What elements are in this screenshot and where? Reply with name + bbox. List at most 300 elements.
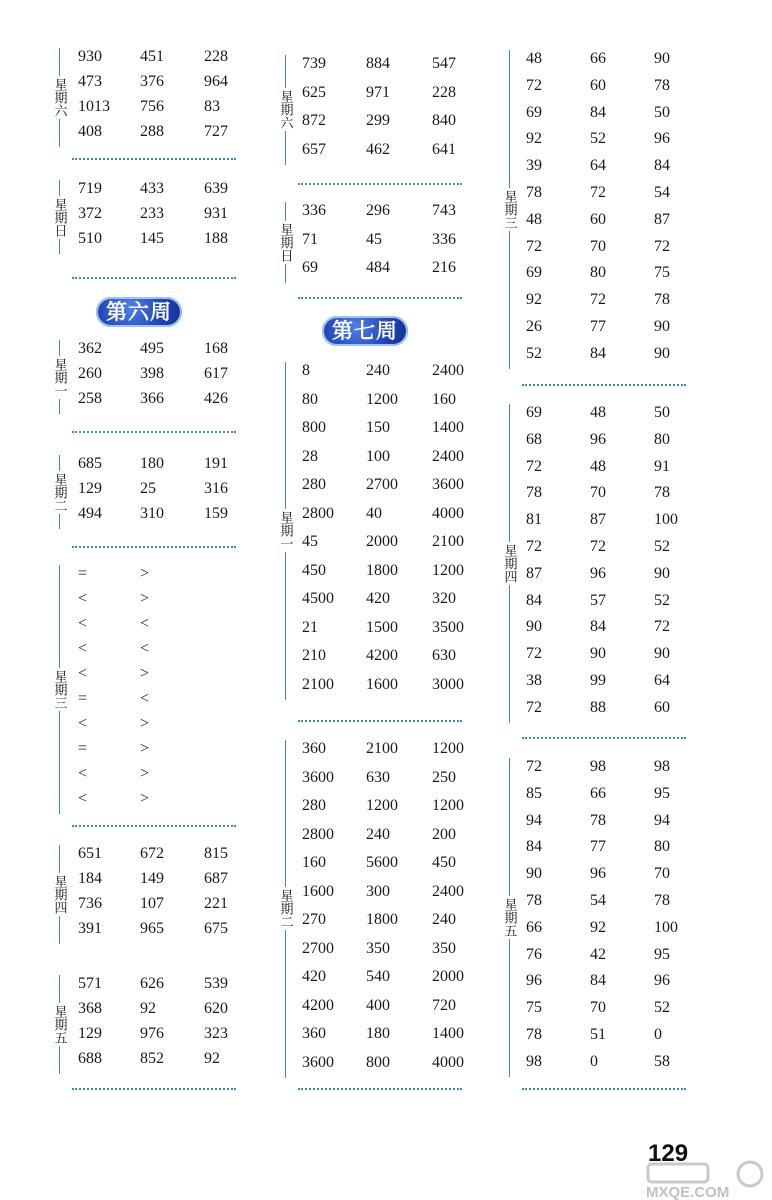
answer-cell: 188 bbox=[204, 230, 228, 247]
answer-cell: 96 bbox=[526, 972, 542, 990]
day-bracket-line bbox=[59, 1046, 60, 1074]
answer-cell: 0 bbox=[654, 1026, 662, 1043]
answer-cell: 77 bbox=[590, 318, 606, 335]
answer-cell: 72 bbox=[526, 457, 542, 475]
answer-cell: 2400 bbox=[432, 882, 464, 900]
answer-cell: 50 bbox=[654, 404, 670, 421]
answer-cell: 625 bbox=[302, 83, 326, 101]
answer-cell: 80 bbox=[590, 264, 606, 282]
day-bracket-line bbox=[59, 399, 60, 415]
answer-cell: 48 bbox=[526, 50, 542, 67]
answer-cell: 92 bbox=[526, 130, 542, 148]
day-label-text: 星期四 bbox=[51, 875, 67, 914]
answer-cell: 94 bbox=[654, 811, 670, 829]
day-label bbox=[276, 55, 294, 165]
day-section bbox=[500, 758, 686, 1077]
answer-cell: 547 bbox=[432, 55, 456, 72]
answer-cell: 539 bbox=[204, 975, 228, 992]
day-label bbox=[50, 455, 68, 529]
week-heading: 第六周 bbox=[96, 297, 182, 327]
day-bracket-line bbox=[59, 340, 60, 356]
answer-cell: < bbox=[78, 615, 88, 632]
day-bracket-line bbox=[285, 202, 286, 221]
answer-cell: 168 bbox=[204, 340, 228, 357]
day-bracket-line bbox=[509, 758, 510, 896]
answer-cell: 462 bbox=[366, 140, 390, 158]
answer-cell: 90 bbox=[526, 618, 542, 636]
answer-cell: 70 bbox=[590, 999, 606, 1017]
answer-cell: 540 bbox=[366, 968, 390, 985]
answer-cell: 28 bbox=[302, 447, 318, 465]
answer-cell: 1200 bbox=[366, 390, 398, 408]
answer-cell: 1600 bbox=[302, 882, 334, 900]
answer-cell: 99 bbox=[590, 672, 606, 689]
answer-cell: 510 bbox=[78, 230, 102, 247]
answer-cell: 184 bbox=[78, 870, 102, 887]
day-label bbox=[500, 758, 518, 1077]
answer-cell: 129 bbox=[78, 480, 102, 497]
answer-cell: 228 bbox=[204, 48, 228, 65]
dotted-separator bbox=[522, 384, 686, 386]
answer-cell: 72 bbox=[654, 237, 670, 255]
answer-cell: 60 bbox=[654, 698, 670, 716]
answer-cell: 96 bbox=[654, 130, 670, 148]
day-label-text: 星期三 bbox=[51, 670, 67, 709]
day-bracket-line bbox=[59, 565, 60, 668]
answer-cell: < bbox=[78, 765, 88, 782]
answer-cell: 100 bbox=[366, 447, 390, 465]
day-label bbox=[500, 50, 518, 369]
answer-cell: 451 bbox=[140, 48, 164, 65]
answer-cell: 100 bbox=[654, 511, 678, 529]
answer-cell: 87 bbox=[590, 511, 606, 529]
answer-cell: 80 bbox=[654, 838, 670, 856]
answer-cell: 149 bbox=[140, 870, 164, 887]
dotted-separator bbox=[298, 1088, 462, 1090]
day-section bbox=[276, 55, 462, 165]
answer-cell: 84 bbox=[590, 972, 606, 990]
answer-cell: 1400 bbox=[432, 1025, 464, 1042]
answer-cell: 372 bbox=[78, 205, 102, 222]
answer-cell: = bbox=[78, 740, 88, 757]
answer-cell: 69 bbox=[526, 404, 542, 421]
dotted-separator bbox=[72, 825, 236, 827]
answer-cell: 3600 bbox=[302, 768, 334, 786]
day-section bbox=[50, 340, 236, 414]
day-bracket-line bbox=[59, 514, 60, 530]
answer-cell: 66 bbox=[526, 918, 542, 936]
answer-cell: 391 bbox=[78, 920, 102, 937]
answer-cell: 72 bbox=[526, 237, 542, 255]
answer-cell: 495 bbox=[140, 340, 164, 357]
day-bracket-line bbox=[59, 239, 60, 255]
answer-cell: 92 bbox=[590, 918, 606, 936]
day-label bbox=[50, 975, 68, 1074]
answer-cell: 90 bbox=[654, 645, 670, 663]
day-label-text: 星期二 bbox=[51, 472, 67, 512]
day-label-text: 星期六 bbox=[51, 78, 67, 117]
answer-cell: 78 bbox=[654, 291, 670, 309]
answer-cell: 129 bbox=[78, 1025, 102, 1042]
answer-cell: 800 bbox=[302, 419, 326, 436]
answer-cell: 2000 bbox=[366, 533, 398, 550]
day-label-text: 星期五 bbox=[51, 1005, 67, 1044]
answer-cell: 64 bbox=[654, 672, 670, 689]
answer-cell: 1013 bbox=[78, 98, 110, 115]
answer-cell: 2400 bbox=[432, 447, 464, 465]
day-bracket-line bbox=[59, 180, 60, 196]
answer-cell: 70 bbox=[590, 237, 606, 255]
answer-cell: 450 bbox=[302, 561, 326, 579]
day-section bbox=[50, 48, 236, 147]
answer-cell: 48 bbox=[526, 210, 542, 228]
answer-cell: 84 bbox=[590, 618, 606, 636]
answer-cell: 675 bbox=[204, 920, 228, 937]
answer-cell: 60 bbox=[590, 76, 606, 94]
answer-cell: 3600 bbox=[432, 476, 464, 493]
answer-cell: 240 bbox=[366, 362, 390, 379]
answer-cell: 672 bbox=[140, 845, 164, 862]
answer-cell: 90 bbox=[654, 564, 670, 582]
day-bracket-line bbox=[59, 455, 60, 471]
day-bracket-line bbox=[509, 585, 510, 723]
answer-cell: 727 bbox=[204, 123, 228, 140]
answer-cell: 69 bbox=[526, 103, 542, 121]
answer-cell: 450 bbox=[432, 854, 456, 871]
answer-cell: 84 bbox=[654, 157, 670, 175]
answer-cell: 3600 bbox=[302, 1053, 334, 1071]
day-label-text: 星期二 bbox=[277, 889, 293, 929]
answer-cell: 78 bbox=[590, 811, 606, 829]
answer-cell: 494 bbox=[78, 505, 102, 522]
answer-cell: 70 bbox=[654, 865, 670, 883]
answer-cell: 756 bbox=[140, 98, 164, 115]
answer-cell: 90 bbox=[590, 645, 606, 663]
answer-cell: 3500 bbox=[432, 618, 464, 636]
answer-cell: > bbox=[140, 665, 150, 682]
answer-cell: 228 bbox=[432, 83, 456, 101]
dotted-separator bbox=[522, 737, 686, 739]
answer-cell: 310 bbox=[140, 505, 164, 522]
answer-cell: 48 bbox=[590, 457, 606, 475]
answer-cell: 75 bbox=[654, 264, 670, 282]
answer-cell: 52 bbox=[654, 999, 670, 1017]
day-section bbox=[276, 740, 462, 1078]
day-bracket-line bbox=[509, 50, 510, 188]
answer-cell: 96 bbox=[590, 430, 606, 448]
day-label bbox=[500, 404, 518, 723]
answer-cell: 1200 bbox=[432, 561, 464, 579]
day-label-text: 星期日 bbox=[51, 197, 67, 237]
answer-cell: 180 bbox=[366, 1025, 390, 1042]
answer-cell: 69 bbox=[526, 264, 542, 282]
answer-cell: 4000 bbox=[432, 1053, 464, 1071]
answer-cell: 687 bbox=[204, 870, 228, 887]
answer-cell: 350 bbox=[432, 939, 456, 957]
answer-cell: 360 bbox=[302, 1025, 326, 1042]
answer-cell: 639 bbox=[204, 180, 228, 197]
answer-cell: 78 bbox=[654, 76, 670, 94]
answer-cell: 54 bbox=[654, 184, 670, 201]
answer-cell: 366 bbox=[140, 390, 164, 407]
answer-cell: 72 bbox=[526, 76, 542, 94]
day-section bbox=[500, 404, 686, 723]
answer-cell: 323 bbox=[204, 1025, 228, 1042]
day-section bbox=[276, 202, 462, 283]
answer-cell: 719 bbox=[78, 180, 102, 197]
answer-cell: 72 bbox=[526, 645, 542, 663]
day-bracket-line bbox=[509, 231, 510, 369]
answer-cell: 3000 bbox=[432, 675, 464, 693]
answer-cell: 191 bbox=[204, 455, 228, 472]
answer-cell: 360 bbox=[302, 740, 326, 757]
answer-cell: 51 bbox=[590, 1026, 606, 1043]
answer-cell: 72 bbox=[590, 184, 606, 201]
answer-cell: 78 bbox=[526, 184, 542, 201]
day-bracket-line bbox=[509, 404, 510, 542]
answer-cell: 92 bbox=[204, 1050, 220, 1067]
answer-cell: < bbox=[78, 640, 88, 657]
answer-cell: 840 bbox=[432, 112, 456, 129]
answer-cell: 484 bbox=[366, 259, 390, 276]
answer-cell: 336 bbox=[302, 202, 326, 219]
answer-cell: 250 bbox=[432, 768, 456, 786]
answer-cell: 316 bbox=[204, 480, 228, 497]
answer-cell: 216 bbox=[432, 259, 456, 276]
answer-cell: 433 bbox=[140, 180, 164, 197]
answer-cell: 107 bbox=[140, 895, 164, 912]
answer-cell: 96 bbox=[590, 564, 606, 582]
answer-cell: 95 bbox=[654, 945, 670, 963]
answer-cell: 336 bbox=[432, 230, 456, 248]
answer-cell: 420 bbox=[302, 968, 326, 985]
dotted-separator bbox=[72, 277, 236, 279]
page-number: 129 bbox=[648, 1140, 689, 1167]
answer-cell: 40 bbox=[366, 504, 382, 522]
answer-cell: 90 bbox=[526, 865, 542, 883]
day-bracket-line bbox=[285, 740, 286, 887]
answer-cell: 4200 bbox=[366, 647, 398, 664]
answer-cell: 620 bbox=[204, 1000, 228, 1017]
answer-cell: 1200 bbox=[432, 797, 464, 814]
answer-cell: 84 bbox=[590, 344, 606, 362]
answer-cell: > bbox=[140, 715, 150, 732]
answer-cell: 60 bbox=[590, 210, 606, 228]
answer-cell: 100 bbox=[654, 918, 678, 936]
svg-text:MXQE.COM: MXQE.COM bbox=[646, 1184, 730, 1200]
answer-cell: 72 bbox=[526, 758, 542, 775]
day-label bbox=[50, 340, 68, 414]
answer-cell: 68 bbox=[526, 430, 542, 448]
answer-cell: 1500 bbox=[366, 618, 398, 636]
answer-cell: 685 bbox=[78, 455, 102, 472]
answer-cell: 90 bbox=[654, 344, 670, 362]
answer-cell: 288 bbox=[140, 123, 164, 140]
day-bracket-line bbox=[285, 930, 286, 1077]
dotted-separator bbox=[298, 720, 462, 722]
answer-cell: 2800 bbox=[302, 825, 334, 843]
answer-cell: 2700 bbox=[366, 476, 398, 493]
answer-cell: < bbox=[140, 615, 150, 632]
answer-cell: 92 bbox=[526, 291, 542, 309]
answer-cell: 376 bbox=[140, 73, 164, 90]
answer-cell: 78 bbox=[654, 484, 670, 502]
answer-cell: 240 bbox=[366, 825, 390, 843]
answer-cell: 91 bbox=[654, 457, 670, 475]
answer-cell: 657 bbox=[302, 140, 326, 158]
answer-cell: 90 bbox=[654, 318, 670, 335]
dotted-separator bbox=[298, 297, 462, 299]
answer-cell: 145 bbox=[140, 230, 164, 247]
day-bracket-line bbox=[285, 55, 286, 88]
answer-cell: < bbox=[78, 665, 88, 682]
answer-cell: 52 bbox=[654, 538, 670, 555]
answer-cell: 94 bbox=[526, 811, 542, 829]
answer-cell: 221 bbox=[204, 895, 228, 912]
answer-cell: 45 bbox=[366, 230, 382, 248]
answer-cell: 426 bbox=[204, 390, 228, 407]
answer-cell: 1800 bbox=[366, 561, 398, 579]
answer-cell: 78 bbox=[526, 484, 542, 502]
answer-cell: 39 bbox=[526, 157, 542, 175]
answer-cell: 930 bbox=[78, 48, 102, 65]
answer-cell: 72 bbox=[526, 698, 542, 716]
answer-cell: 965 bbox=[140, 920, 164, 937]
answer-cell: 72 bbox=[590, 291, 606, 309]
answer-cell: < bbox=[78, 715, 88, 732]
answer-cell: 852 bbox=[140, 1050, 164, 1067]
answer-cell: 87 bbox=[654, 210, 670, 228]
day-section bbox=[50, 455, 236, 529]
answer-cell: 52 bbox=[654, 591, 670, 609]
answer-cell: 280 bbox=[302, 476, 326, 493]
answer-cell: 72 bbox=[526, 538, 542, 555]
dotted-separator bbox=[72, 1088, 236, 1090]
day-bracket-line bbox=[285, 264, 286, 283]
day-section bbox=[50, 180, 236, 254]
answer-cell: 976 bbox=[140, 1025, 164, 1042]
answer-cell: 92 bbox=[140, 1000, 156, 1017]
day-label-text: 星期四 bbox=[501, 543, 517, 583]
answer-cell: 72 bbox=[654, 618, 670, 636]
day-label-text: 星期六 bbox=[277, 90, 293, 130]
answer-cell: 78 bbox=[654, 892, 670, 909]
answer-cell: 84 bbox=[526, 838, 542, 856]
day-bracket-line bbox=[509, 939, 510, 1077]
answer-cell: 48 bbox=[590, 404, 606, 421]
answer-cell: < bbox=[140, 690, 150, 707]
dotted-separator bbox=[72, 158, 236, 160]
answer-cell: 70 bbox=[590, 484, 606, 502]
day-label bbox=[50, 180, 68, 254]
day-label bbox=[276, 202, 294, 283]
answer-cell: 626 bbox=[140, 975, 164, 992]
answer-cell: > bbox=[140, 740, 150, 757]
answer-cell: 72 bbox=[590, 538, 606, 555]
answer-cell: 350 bbox=[366, 939, 390, 957]
answer-cell: 739 bbox=[302, 55, 326, 72]
answer-cell: 1800 bbox=[366, 911, 398, 928]
answer-cell: 420 bbox=[366, 590, 390, 607]
answer-cell: < bbox=[140, 640, 150, 657]
answer-cell: 1200 bbox=[432, 740, 464, 757]
answer-cell: 58 bbox=[654, 1052, 670, 1070]
dotted-separator bbox=[72, 431, 236, 433]
day-section bbox=[50, 565, 236, 814]
answer-cell: 2100 bbox=[302, 675, 334, 693]
day-bracket-line bbox=[285, 362, 286, 509]
answer-cell: 98 bbox=[526, 1052, 542, 1070]
answer-cell: 80 bbox=[302, 390, 318, 408]
answer-cell: 210 bbox=[302, 647, 326, 664]
answer-cell: 884 bbox=[366, 55, 390, 72]
answer-cell: 299 bbox=[366, 112, 390, 129]
answer-cell: 54 bbox=[590, 892, 606, 909]
day-label bbox=[50, 48, 68, 147]
answer-cell: 964 bbox=[204, 73, 228, 90]
answer-cell: 368 bbox=[78, 1000, 102, 1017]
day-bracket-line bbox=[285, 131, 286, 164]
answer-cell: 96 bbox=[654, 972, 670, 990]
answer-cell: 45 bbox=[302, 533, 318, 550]
answer-cell: 78 bbox=[526, 892, 542, 909]
day-label bbox=[276, 362, 294, 700]
answer-cell: 2100 bbox=[366, 740, 398, 757]
answer-cell: 159 bbox=[204, 505, 228, 522]
answer-cell: 77 bbox=[590, 838, 606, 856]
answer-cell: 1400 bbox=[432, 419, 464, 436]
day-label bbox=[50, 845, 68, 944]
answer-cell: 66 bbox=[590, 784, 606, 802]
day-label bbox=[276, 740, 294, 1078]
answer-cell: > bbox=[140, 790, 150, 807]
answer-cell: 617 bbox=[204, 365, 228, 382]
answer-cell: 5600 bbox=[366, 854, 398, 871]
day-bracket-line bbox=[59, 845, 60, 873]
day-section bbox=[50, 975, 236, 1074]
day-bracket-line bbox=[59, 48, 60, 76]
day-section bbox=[276, 362, 462, 700]
answer-cell: 473 bbox=[78, 73, 102, 90]
answer-cell: 98 bbox=[590, 758, 606, 775]
answer-cell: 69 bbox=[302, 259, 318, 276]
answer-cell: 641 bbox=[432, 140, 456, 158]
answer-cell: 0 bbox=[590, 1052, 598, 1070]
answer-cell: 931 bbox=[204, 205, 228, 222]
answer-cell: 720 bbox=[432, 996, 456, 1014]
answer-cell: 258 bbox=[78, 390, 102, 407]
answer-cell: 2800 bbox=[302, 504, 334, 522]
answer-cell: < bbox=[78, 790, 88, 807]
answer-cell: 1200 bbox=[366, 797, 398, 814]
day-bracket-line bbox=[285, 552, 286, 699]
day-label bbox=[50, 565, 68, 814]
day-label-text: 星期日 bbox=[277, 223, 293, 262]
answer-cell: 233 bbox=[140, 205, 164, 222]
answer-cell: 80 bbox=[654, 430, 670, 448]
answer-cell: 400 bbox=[366, 996, 390, 1014]
answer-cell: 2400 bbox=[432, 362, 464, 379]
answer-cell: 42 bbox=[590, 945, 606, 963]
answer-cell: 743 bbox=[432, 202, 456, 219]
day-label-text: 星期一 bbox=[277, 511, 293, 551]
answer-cell: 240 bbox=[432, 911, 456, 928]
answer-cell: = bbox=[78, 565, 88, 582]
answer-cell: > bbox=[140, 565, 150, 582]
answer-cell: 630 bbox=[366, 768, 390, 786]
day-bracket-line bbox=[59, 975, 60, 1003]
answer-cell: 75 bbox=[526, 999, 542, 1017]
